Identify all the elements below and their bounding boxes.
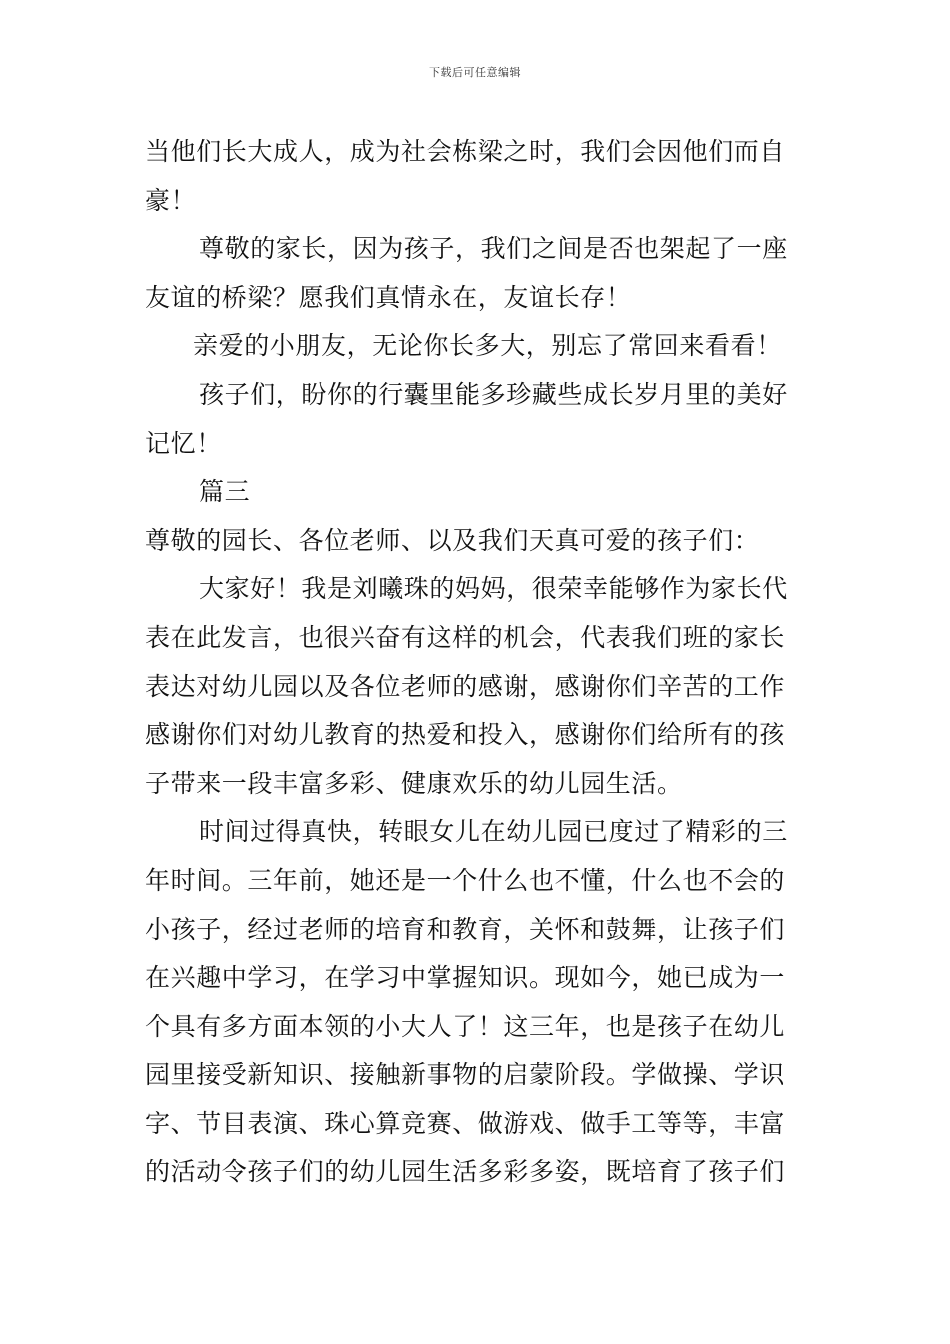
text-line: 表达对幼儿园以及各位老师的感谢，感谢你们辛苦的工作	[145, 671, 786, 701]
text-line: 园里接受新知识、接触新事物的启蒙阶段。学做操、学识	[145, 1060, 786, 1090]
body-text	[145, 128, 810, 1197]
text-line: 表在此发言，也很兴奋有这样的机会，代表我们班的家长	[145, 622, 786, 652]
text-line: 在兴趣中学习，在学习中掌握知识。现如今，她已成为一	[145, 963, 786, 993]
text-line: 小孩子，经过老师的培育和教育，关怀和鼓舞，让孩子们	[145, 914, 786, 944]
text-line: 孩子们，盼你的行囊里能多珍藏些成长岁月里的美好	[199, 379, 788, 409]
text-line: 亲爱的小朋友，无论你长多大，别忘了常回来看看！	[193, 331, 782, 361]
text-line: 记忆！	[145, 428, 222, 458]
text-line: 感谢你们对幼儿教育的热爱和投入，感谢你们给所有的孩	[145, 720, 786, 750]
text-line: 子带来一段丰富多彩、健康欢乐的幼儿园生活。	[145, 768, 683, 798]
text-line: 的活动令孩子们的幼儿园生活多彩多姿，既培育了孩子们	[145, 1157, 786, 1187]
text-line: 豪！	[145, 185, 197, 215]
text-line: 友谊的桥梁？愿我们真情永在，友谊长存！	[145, 282, 632, 312]
text-line: 个具有多方面本领的小大人了！这三年，也是孩子在幼儿	[145, 1011, 786, 1041]
text-line: 尊敬的家长，因为孩子，我们之间是否也架起了一座	[199, 234, 788, 264]
page-header: 下载后可任意编辑	[429, 66, 521, 79]
text-line: 当他们长大成人，成为社会栋梁之时，我们会因他们而自	[145, 137, 786, 166]
text-line: 字、节目表演、珠心算竞赛、做游戏、做手工等等，丰富	[145, 1108, 786, 1138]
text-line: 大家好！我是刘曦珠的妈妈，很荣幸能够作为家长代	[199, 574, 788, 604]
text-line: 年时间。三年前，她还是一个什么也不懂，什么也不会的	[145, 865, 786, 895]
salutation-line: 尊敬的园长、各位老师、以及我们天真可爱的孩子们：	[145, 525, 760, 555]
section-heading: 篇三	[199, 477, 251, 507]
text-line: 时间过得真快，转眼女儿在幼儿园已度过了精彩的三	[199, 817, 788, 847]
